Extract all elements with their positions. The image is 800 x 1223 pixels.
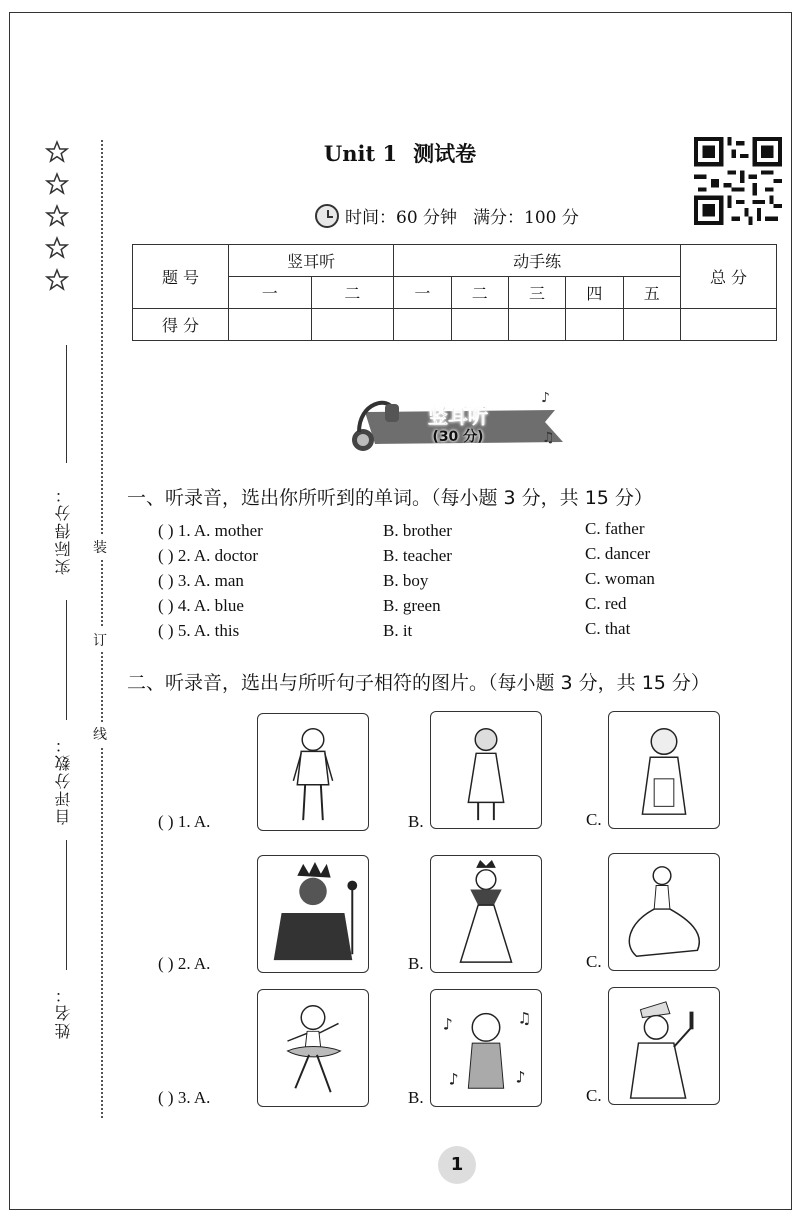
clock-icon bbox=[315, 204, 339, 228]
table-subheader: 一 bbox=[229, 277, 312, 309]
binding-char: 线 bbox=[93, 722, 107, 746]
name-label: 姓名： bbox=[54, 985, 73, 1039]
score-table bbox=[132, 244, 777, 341]
table-group-practice: 动手练 bbox=[394, 245, 681, 277]
picture-question-2[interactable]: ( ) 2. A. bbox=[158, 954, 211, 973]
table-subheader: 五 bbox=[623, 277, 680, 309]
picture-option-c[interactable]: C. bbox=[586, 1086, 602, 1105]
name-line bbox=[66, 840, 67, 970]
actual-score-label: 实际得分： bbox=[54, 485, 73, 575]
actual-score-line bbox=[66, 345, 67, 463]
picture-option-b[interactable]: B. bbox=[408, 812, 424, 831]
svg-text:♫: ♫ bbox=[542, 430, 555, 446]
ballerina-icon[interactable] bbox=[257, 989, 369, 1107]
question-row-5[interactable]: ( ) 5. A. this bbox=[158, 621, 240, 640]
qr-code-icon bbox=[694, 137, 782, 225]
banner-title: 竖耳听 bbox=[428, 404, 488, 428]
score-cell[interactable] bbox=[623, 309, 680, 341]
score-label: 满分：100 分 bbox=[473, 208, 579, 228]
title-label: 测试卷 bbox=[413, 141, 477, 166]
picture-option-b[interactable]: B. bbox=[408, 954, 424, 973]
table-group-listen: 竖耳听 bbox=[229, 245, 394, 277]
option-b[interactable]: B. boy bbox=[383, 571, 429, 590]
svg-text:♪: ♪ bbox=[515, 1067, 526, 1087]
picture-question-3[interactable]: ( ) 3. A. bbox=[158, 1088, 211, 1107]
princess-icon[interactable] bbox=[608, 853, 720, 971]
svg-text:♪: ♪ bbox=[442, 1014, 453, 1034]
time-info bbox=[315, 203, 579, 228]
page-title bbox=[0, 138, 800, 168]
king-icon[interactable] bbox=[257, 855, 369, 973]
svg-text:♪: ♪ bbox=[448, 1069, 459, 1089]
picture-option-c[interactable]: C. bbox=[586, 810, 602, 829]
star-icon bbox=[45, 204, 69, 228]
option-c[interactable]: C. father bbox=[585, 519, 645, 538]
self-score-label: 自评分数： bbox=[54, 735, 73, 825]
score-cell[interactable] bbox=[566, 309, 623, 341]
star-icon bbox=[45, 172, 69, 196]
table-subheader: 三 bbox=[508, 277, 565, 309]
banner-subtitle: (30 分) bbox=[432, 429, 484, 445]
table-subheader: 二 bbox=[451, 277, 508, 309]
score-cell[interactable] bbox=[311, 309, 394, 341]
woman-icon[interactable] bbox=[430, 711, 542, 829]
option-b[interactable]: B. brother bbox=[383, 521, 452, 540]
picture-option-c[interactable]: C. bbox=[586, 952, 602, 971]
self-score-line bbox=[66, 600, 67, 720]
score-cell[interactable] bbox=[451, 309, 508, 341]
singer-icon[interactable] bbox=[430, 989, 542, 1107]
star-icon bbox=[45, 268, 69, 292]
score-cell[interactable] bbox=[681, 309, 777, 341]
table-header-total: 总 分 bbox=[681, 245, 777, 309]
svg-text:♪: ♪ bbox=[541, 392, 550, 406]
man-icon[interactable] bbox=[257, 713, 369, 831]
question-row-3[interactable]: ( ) 3. A. man bbox=[158, 571, 244, 590]
section1-title: 一、听录音，选出你所听到的单词。（每小题 3 分，共 15 分） bbox=[127, 487, 653, 509]
picture-option-b[interactable]: B. bbox=[408, 1088, 424, 1107]
star-icon bbox=[45, 236, 69, 260]
binding-char: 装 bbox=[93, 535, 107, 559]
table-header-score: 得 分 bbox=[133, 309, 229, 341]
question-row-4[interactable]: ( ) 4. A. blue bbox=[158, 596, 244, 615]
option-c[interactable]: C. dancer bbox=[585, 544, 651, 563]
queen-icon[interactable] bbox=[430, 855, 542, 973]
table-subheader: 四 bbox=[566, 277, 623, 309]
option-b[interactable]: B. teacher bbox=[383, 546, 452, 565]
score-cell[interactable] bbox=[508, 309, 565, 341]
score-cell[interactable] bbox=[229, 309, 312, 341]
option-c[interactable]: C. that bbox=[585, 619, 631, 638]
score-cell[interactable] bbox=[394, 309, 451, 341]
nurse-icon[interactable] bbox=[608, 987, 720, 1105]
svg-text:♫: ♫ bbox=[517, 1008, 532, 1028]
page-number: 1 bbox=[438, 1146, 476, 1184]
option-b[interactable]: B. it bbox=[383, 621, 413, 640]
listen-banner bbox=[345, 392, 567, 454]
time-label: 时间：60 分钟 bbox=[345, 208, 458, 228]
table-subheader: 一 bbox=[394, 277, 451, 309]
section2-title: 二、听录音，选出与所听句子相符的图片。（每小题 3 分，共 15 分） bbox=[127, 672, 710, 694]
grandma-icon[interactable] bbox=[608, 711, 720, 829]
option-c[interactable]: C. woman bbox=[585, 569, 655, 588]
unit-label: Unit 1 bbox=[323, 141, 398, 166]
binding-char: 订 bbox=[93, 628, 107, 652]
question-row-2[interactable]: ( ) 2. A. doctor bbox=[158, 546, 259, 565]
table-header-number: 题 号 bbox=[133, 245, 229, 309]
question-row-1[interactable]: ( ) 1. A. mother bbox=[158, 521, 263, 540]
option-b[interactable]: B. green bbox=[383, 596, 441, 615]
option-c[interactable]: C. red bbox=[585, 594, 627, 613]
picture-question-1[interactable]: ( ) 1. A. bbox=[158, 812, 211, 831]
table-subheader: 二 bbox=[311, 277, 394, 309]
